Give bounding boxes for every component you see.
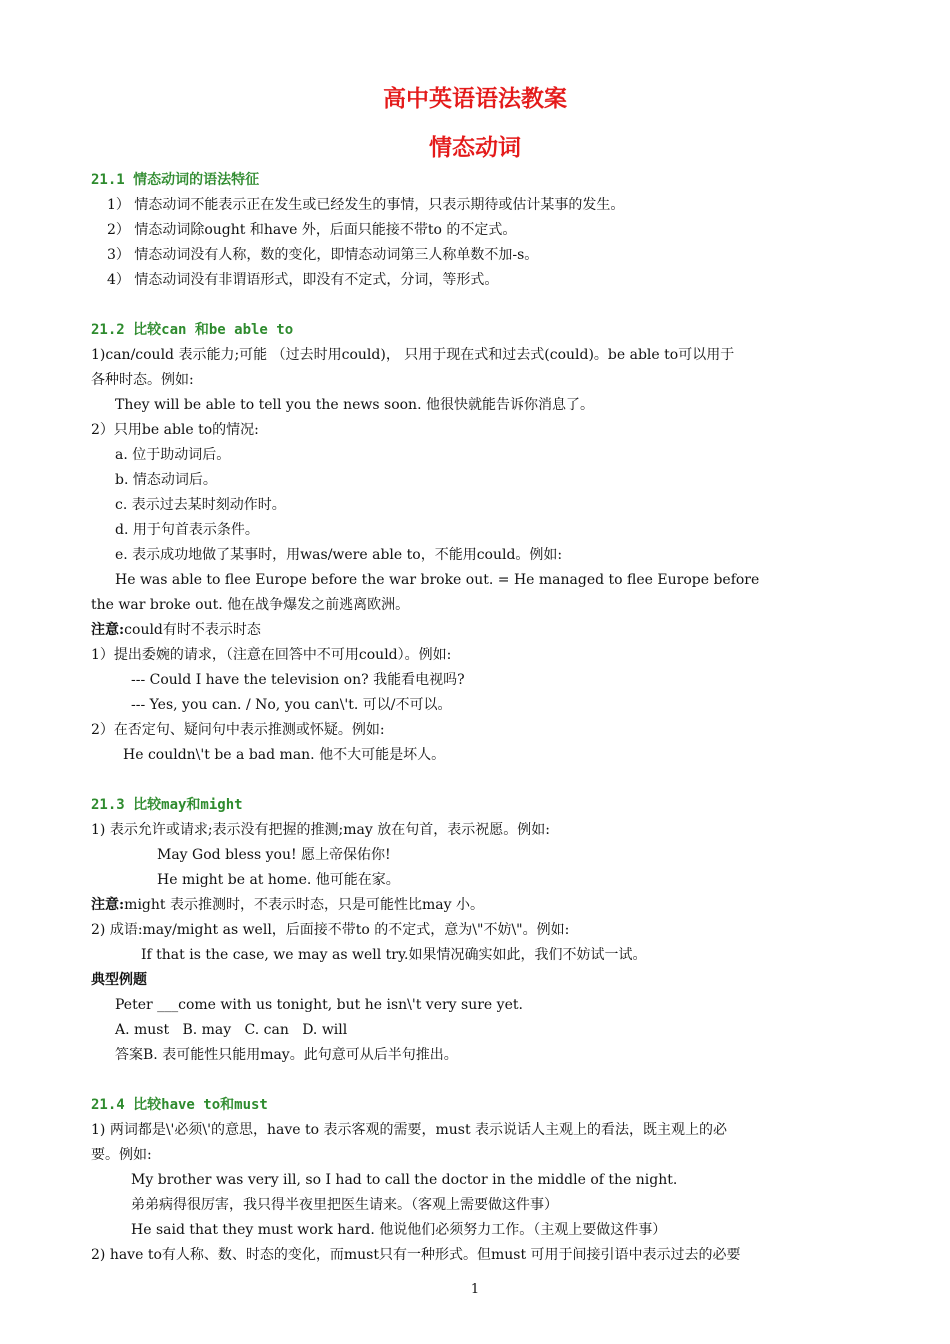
paragraph: 2）只用be able to的情况: bbox=[91, 422, 259, 438]
example-sentence: If that is the case, we may as well try.如果情况确实如此，我们不妨试一试。 bbox=[141, 947, 647, 963]
example-sentence: My brother was very ill, so I had to call the doctor in the middle of the night. bbox=[131, 1172, 678, 1188]
page-number: 1 bbox=[470, 1282, 480, 1297]
section-heading-21-4: 21.4 比较have to和must bbox=[91, 1097, 268, 1113]
example-sentence: He might be at home. 他可能在家。 bbox=[157, 872, 400, 888]
list-item: b. 情态动词后。 bbox=[115, 472, 217, 488]
section-heading-21-3: 21.3 比较may和might bbox=[91, 797, 243, 813]
example-sentence: --- Yes, you can. / No, you can\'t. 可以/不可以。 bbox=[131, 697, 452, 713]
list-item: 1） 情态动词不能表示正在发生或已经发生的事情，只表示期待或估计某事的发生。 bbox=[107, 197, 625, 213]
note-text: could有时不表示时态 bbox=[124, 622, 261, 638]
typical-example-heading: 典型例题 bbox=[91, 972, 147, 988]
paragraph: 1)can/could 表示能力;可能 （过去时用could)， 只用于现在式和过去式(could)。be able to可以用于 bbox=[91, 347, 735, 363]
example-sentence: He couldn\'t be a bad man. 他不大可能是坏人。 bbox=[123, 747, 446, 763]
example-sentence: --- Could I have the television on? 我能看电视吗? bbox=[131, 672, 465, 688]
example-sentence: He said that they must work hard. 他说他们必须努力工作。（主观上要做这件事） bbox=[131, 1222, 667, 1238]
list-item: 3） 情态动词没有人称，数的变化，即情态动词第三人称单数不加-s。 bbox=[107, 247, 539, 263]
example-sentence: He was able to flee Europe before the war broke out. = He managed to flee Europe before bbox=[115, 572, 760, 588]
document-subtitle: 情态动词 bbox=[429, 135, 521, 161]
list-item: e. 表示成功地做了某事时，用was/were able to，不能用could。例如: bbox=[115, 547, 563, 563]
paragraph: 2) 成语:may/might as well，后面接不带to 的不定式，意为\"不妨\"。例如: bbox=[91, 922, 570, 938]
list-item: 4） 情态动词没有非谓语形式，即没有不定式，分词，等形式。 bbox=[107, 272, 499, 288]
note bbox=[91, 618, 861, 643]
list-item: 2） 情态动词除ought 和have 外，后面只能接不带to 的不定式。 bbox=[107, 222, 517, 238]
example-sentence: the war broke out. 他在战争爆发之前逃离欧洲。 bbox=[91, 597, 410, 613]
example-translation: 弟弟病得很厉害，我只得半夜里把医生请来。（客观上需要做这件事） bbox=[131, 1197, 558, 1213]
example-sentence: They will be able to tell you the news soon. 他很快就能告诉你消息了。 bbox=[115, 397, 594, 413]
list-item: a. 位于助动词后。 bbox=[115, 447, 231, 463]
list-item: d. 用于句首表示条件。 bbox=[115, 522, 259, 538]
exercise-options: A. must B. may C. can D. will bbox=[115, 1022, 348, 1038]
paragraph: 1）提出委婉的请求，（注意在回答中不可用could）。例如: bbox=[91, 647, 452, 663]
paragraph: 2) have to有人称、数、时态的变化，而must只有一种形式。但must 可用于间接引语中表示过去的必要 bbox=[91, 1247, 741, 1263]
list-item: c. 表示过去某时刻动作时。 bbox=[115, 497, 286, 513]
paragraph: 1) 两词都是\'必须\'的意思，have to 表示客观的需要，must 表示说话人主观上的看法，既主观上的必 bbox=[91, 1122, 728, 1138]
exercise-question: Peter ___come with us tonight, but he isn\'t very sure yet. bbox=[115, 997, 523, 1013]
note bbox=[91, 893, 861, 918]
paragraph: 2）在否定句、疑问句中表示推测或怀疑。例如: bbox=[91, 722, 385, 738]
note-text: might 表示推测时，不表示时态，只是可能性比may 小。 bbox=[124, 897, 484, 913]
section-heading-21-2: 21.2 比较can 和be able to bbox=[91, 322, 294, 338]
paragraph: 1) 表示允许或请求;表示没有把握的推测;may 放在句首，表示祝愿。例如: bbox=[91, 822, 550, 838]
paragraph: 各种时态。例如: bbox=[91, 372, 194, 388]
section-heading-21-1: 21.1 情态动词的语法特征 bbox=[91, 172, 260, 188]
document-title: 高中英语语法教案 bbox=[383, 86, 567, 112]
example-sentence: May God bless you! 愿上帝保佑你! bbox=[157, 847, 391, 863]
document-body bbox=[91, 168, 861, 1268]
exercise-answer: 答案B. 表可能性只能用may。此句意可从后半句推出。 bbox=[115, 1047, 458, 1063]
note-label: 注意: bbox=[91, 897, 125, 913]
note-label: 注意: bbox=[91, 622, 125, 638]
paragraph: 要。例如: bbox=[91, 1147, 152, 1163]
